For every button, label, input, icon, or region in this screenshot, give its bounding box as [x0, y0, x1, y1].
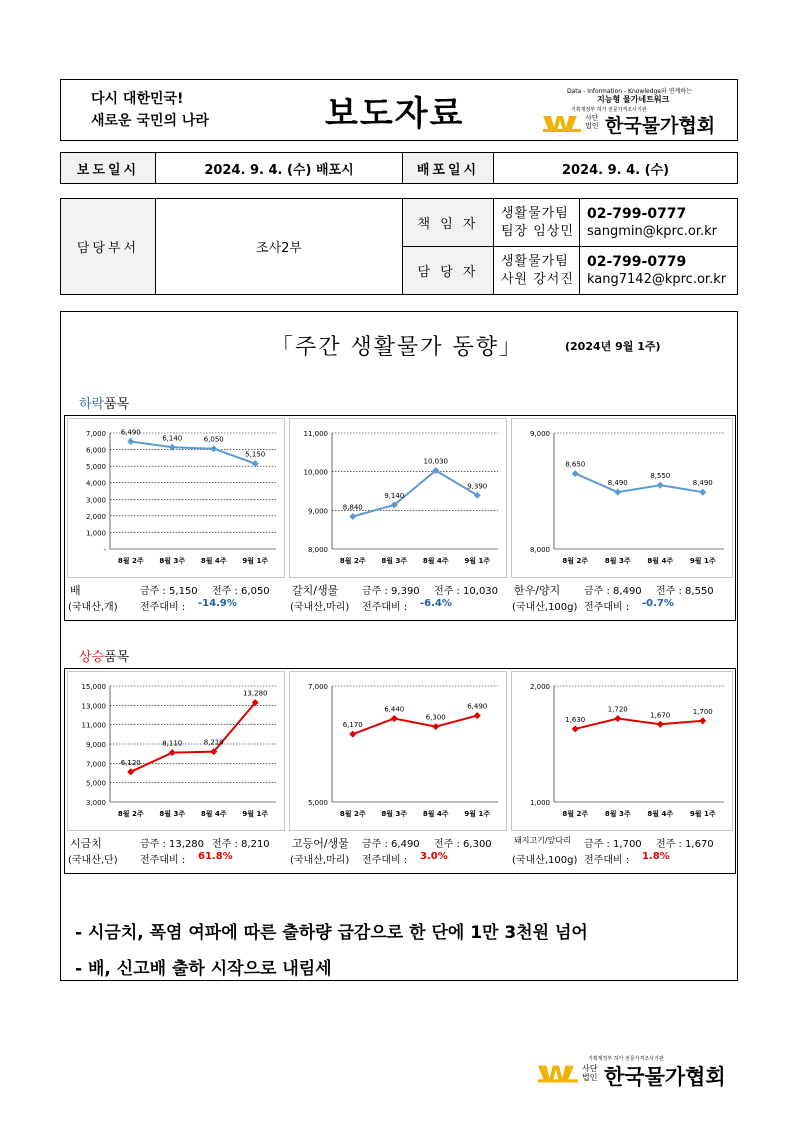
item-name: 한우/양지 — [514, 584, 561, 597]
chart-panel-2 — [511, 418, 733, 578]
y-tick-label: 5,000 — [307, 799, 328, 807]
x-tick-label: 9월 1주 — [464, 557, 491, 565]
chart-info-2 — [514, 580, 732, 616]
x-tick-label: 8월 4주 — [422, 810, 449, 818]
chart-panel-1 — [289, 418, 507, 578]
data-label: 9,140 — [384, 491, 405, 500]
change-percent: 61.8% — [198, 851, 233, 862]
data-point — [614, 489, 621, 496]
org-small-label: 기획재정부 허가 전문가격조사기관 — [571, 107, 647, 113]
dept-label: 담당부서 — [61, 199, 155, 294]
manager-phone: 02-799-0777 — [587, 206, 687, 222]
falling-heading — [79, 393, 129, 412]
data-label: 6,050 — [203, 435, 224, 444]
rising-heading-rest: 품목 — [104, 650, 130, 665]
chart-info-1 — [292, 580, 506, 616]
chart-panel-4 — [289, 671, 507, 831]
summary-line-2: - 배, 신고배 출하 시작으로 내림세 — [75, 959, 332, 979]
x-tick-label: 9월 1주 — [689, 810, 716, 818]
footer-org-small: 기획재정부 허가 전문가격조사기관 — [588, 1056, 664, 1062]
staff-name: 사원 강서진 — [501, 272, 574, 287]
item-origin: (국내산,마리) — [290, 602, 350, 613]
data-point — [699, 489, 706, 496]
report-box — [60, 311, 738, 981]
change-label: 전주대비 : — [584, 855, 630, 866]
data-label: 6,170 — [342, 721, 363, 730]
distribution-value: 2024. 9. 4. (수) — [561, 162, 670, 178]
role-manager: 책 임 자 — [403, 199, 493, 246]
item-name: 돼지고기/앞다리 — [514, 836, 571, 845]
footer-org-prefix-top: 사단 — [582, 1064, 598, 1073]
data-point — [657, 721, 664, 728]
change-percent: 1.8% — [642, 851, 670, 862]
data-label: 5,150 — [245, 450, 266, 459]
data-label: 10,030 — [423, 457, 448, 466]
current-price: 금주 : 5,150 — [140, 586, 198, 597]
data-label: 8,210 — [203, 738, 224, 747]
y-tick-label: 3,000 — [85, 799, 106, 807]
slogan-line2: 새로운 국민의 나라 — [91, 113, 209, 129]
x-tick-label: 8월 4주 — [647, 557, 674, 565]
x-tick-label: 8월 3주 — [159, 557, 186, 565]
release-table — [60, 152, 738, 184]
rising-heading — [79, 646, 129, 665]
data-label: 13,280 — [243, 689, 268, 698]
network-label: 지능형 물가네트워크 — [597, 95, 670, 104]
slogan-line1: 다시 대한민국! — [91, 91, 184, 107]
previous-price: 전주 : 1,670 — [656, 839, 714, 850]
previous-price: 전주 : 8,550 — [656, 586, 714, 597]
org-name: 한국물가협회 — [605, 115, 716, 137]
previous-price: 전주 : 6,300 — [434, 839, 492, 850]
data-point — [169, 444, 176, 451]
manager-info — [501, 205, 574, 241]
chart-info-5 — [514, 833, 732, 869]
change-percent: -6.4% — [420, 598, 452, 609]
rising-heading-colored: 상승 — [79, 650, 105, 665]
previous-price: 전주 : 10,030 — [434, 586, 499, 597]
x-tick-label: 8월 4주 — [200, 557, 227, 565]
y-tick-label: 4,000 — [85, 479, 106, 488]
y-tick-label: 13,000 — [81, 702, 106, 711]
y-tick-label: 9,000 — [307, 507, 328, 516]
data-label: 8,490 — [692, 479, 713, 488]
manager-contact — [587, 205, 717, 241]
x-tick-label: 8월 4주 — [200, 810, 227, 818]
data-label: 6,490 — [467, 702, 488, 711]
series-line — [575, 718, 703, 728]
current-price: 금주 : 1,700 — [584, 839, 642, 850]
data-point — [699, 717, 706, 724]
change-label: 전주대비 : — [362, 602, 408, 613]
series-line — [353, 471, 478, 517]
staff-phone: 02-799-0779 — [587, 254, 687, 270]
x-tick-label: 8월 2주 — [339, 810, 366, 818]
x-tick-label: 8월 4주 — [422, 557, 449, 565]
y-tick-label: 7,000 — [85, 760, 106, 769]
x-tick-label: 8월 3주 — [159, 810, 186, 818]
chart-info-4 — [292, 833, 506, 869]
y-tick-label: 9,000 — [529, 430, 550, 438]
report-title: 「주간 생활물가 동향」 — [271, 335, 524, 360]
data-label: 9,390 — [467, 482, 488, 491]
chart-info-0 — [70, 580, 284, 616]
change-percent: 3.0% — [420, 851, 448, 862]
data-label: 8,110 — [162, 739, 183, 748]
x-tick-label: 8월 2주 — [562, 557, 589, 565]
item-origin: (국내산,개) — [68, 602, 118, 613]
x-tick-label: 9월 1주 — [464, 810, 491, 818]
item-origin: (국내산,마리) — [290, 855, 350, 866]
x-tick-label: 8월 4주 — [647, 810, 674, 818]
x-tick-label: 8월 2주 — [339, 557, 366, 565]
staff-info — [501, 253, 574, 289]
y-tick-label: 15,000 — [81, 683, 106, 691]
change-label: 전주대비 : — [362, 855, 408, 866]
footer-org-name: 한국물가협회 — [604, 1065, 726, 1089]
data-point — [349, 731, 356, 738]
data-point — [210, 445, 217, 452]
tagline: Data - Information - Knowledge와 연계하는 — [567, 88, 692, 95]
x-tick-label: 8월 3주 — [604, 810, 631, 818]
x-tick-label: 9월 1주 — [689, 557, 716, 565]
item-origin: (국내산,100g) — [512, 855, 578, 866]
previous-price: 전주 : 8,210 — [212, 839, 270, 850]
release-label: 보도일시 — [61, 153, 155, 183]
slogan — [91, 88, 209, 132]
y-tick-label: 10,000 — [303, 468, 328, 477]
x-tick-label: 8월 3주 — [381, 557, 408, 565]
x-tick-label: 8월 2주 — [117, 810, 144, 818]
report-week: (2024년 9월 1주) — [565, 340, 661, 353]
role-staff: 담 당 자 — [403, 247, 493, 294]
data-point — [127, 768, 134, 775]
page-title: 보도자료 — [325, 94, 465, 134]
y-tick-label: 1,000 — [85, 529, 106, 538]
y-tick-label: 2,000 — [85, 512, 106, 521]
data-label: 6,120 — [120, 758, 141, 767]
y-tick-label: 7,000 — [307, 683, 328, 691]
previous-price: 전주 : 6,050 — [212, 586, 270, 597]
item-name: 배 — [70, 584, 81, 597]
falling-heading-colored: 하락 — [79, 397, 105, 412]
data-point — [391, 715, 398, 722]
staff-email[interactable]: kang7142@kprc.or.kr — [587, 272, 727, 287]
org-prefix-top: 사단 — [585, 114, 599, 122]
x-tick-label: 8월 2주 — [117, 557, 144, 565]
data-point — [432, 723, 439, 730]
line-chart-5 — [512, 672, 734, 832]
data-point — [572, 470, 579, 477]
current-price: 금주 : 9,390 — [362, 586, 420, 597]
x-tick-label: 8월 3주 — [381, 810, 408, 818]
manager-team: 생활물가팀 — [501, 206, 569, 221]
line-chart-4 — [290, 672, 508, 832]
change-label: 전주대비 : — [140, 602, 186, 613]
org-logo-icon — [543, 114, 581, 132]
change-percent: -0.7% — [642, 598, 674, 609]
y-tick-label: 3,000 — [85, 496, 106, 505]
series-line — [575, 474, 703, 493]
data-label: 6,140 — [162, 434, 183, 443]
series-line — [353, 713, 478, 735]
manager-name: 팀장 임상민 — [501, 224, 574, 239]
data-label: 1,630 — [565, 715, 586, 724]
footer-org-prefix — [582, 1064, 597, 1082]
data-point — [657, 482, 664, 489]
item-origin: (국내산,100g) — [512, 602, 578, 613]
release-value: 2024. 9. 4. (수) 배포시 — [204, 162, 354, 178]
chart-info-3 — [70, 833, 284, 869]
chart-panel-5 — [511, 671, 733, 831]
series-line — [131, 703, 256, 772]
footer-org-prefix-bottom: 법인 — [582, 1073, 598, 1082]
x-tick-label: 8월 2주 — [562, 810, 589, 818]
series-line — [131, 441, 256, 463]
y-tick-label: 8,000 — [529, 546, 550, 554]
item-name: 시금치 — [70, 837, 102, 850]
y-tick-label: 9,000 — [85, 741, 106, 749]
data-label: 6,300 — [425, 713, 446, 722]
org-prefix-bottom: 법인 — [585, 122, 599, 130]
falling-heading-rest: 품목 — [104, 397, 130, 412]
contact-table — [60, 198, 738, 295]
line-chart-2 — [512, 419, 734, 579]
line-chart-3 — [68, 672, 286, 832]
staff-contact — [587, 253, 726, 289]
data-label: 1,700 — [692, 707, 713, 716]
line-chart-1 — [290, 419, 508, 579]
data-label: 1,720 — [607, 705, 628, 714]
data-point — [127, 438, 134, 445]
header-box — [60, 79, 738, 141]
line-chart-0 — [68, 419, 286, 579]
y-tick-label: 11,000 — [303, 430, 328, 438]
staff-team: 생활물가팀 — [501, 254, 569, 269]
item-name: 갈치/생물 — [292, 584, 339, 597]
data-point — [614, 715, 621, 722]
x-tick-label: 9월 1주 — [242, 810, 269, 818]
org-prefix — [585, 114, 599, 130]
current-price: 금주 : 8,490 — [584, 586, 642, 597]
item-origin: (국내산,단) — [68, 855, 118, 866]
distribution-label: 배포일시 — [403, 153, 493, 183]
item-name: 고등어/생물 — [292, 837, 349, 850]
data-label: 8,490 — [607, 479, 628, 488]
data-point — [349, 513, 356, 520]
change-percent: -14.9% — [198, 598, 237, 609]
data-label: 6,490 — [120, 428, 141, 437]
data-label: 8,840 — [342, 503, 363, 512]
change-label: 전주대비 : — [140, 855, 186, 866]
y-tick-label: 11,000 — [81, 721, 106, 730]
current-price: 금주 : 13,280 — [140, 839, 205, 850]
current-price: 금주 : 6,490 — [362, 839, 420, 850]
y-tick-label: 1,000 — [529, 799, 550, 807]
manager-email[interactable]: sangmin@kprc.or.kr — [587, 224, 717, 239]
y-tick-label: 6,000 — [85, 446, 106, 455]
data-label: 1,670 — [650, 711, 671, 720]
dept-value: 조사2부 — [256, 241, 302, 256]
change-label: 전주대비 : — [584, 602, 630, 613]
data-point — [572, 725, 579, 732]
data-label: 8,650 — [565, 460, 586, 469]
y-tick-label: - — [103, 546, 106, 554]
data-label: 6,440 — [384, 705, 405, 714]
y-tick-label: 7,000 — [85, 430, 106, 438]
y-tick-label: 5,000 — [85, 463, 106, 472]
chart-panel-3 — [67, 671, 285, 831]
x-tick-label: 9월 1주 — [242, 557, 269, 565]
data-point — [474, 712, 481, 719]
data-label: 8,550 — [650, 472, 671, 481]
footer-logo-icon — [538, 1063, 578, 1083]
footer-logo — [538, 1055, 738, 1089]
data-point — [169, 749, 176, 756]
x-tick-label: 8월 3주 — [604, 557, 631, 565]
y-tick-label: 8,000 — [307, 546, 328, 554]
chart-panel-0 — [67, 418, 285, 578]
summary-line-1: - 시금치, 폭염 여파에 따른 출하량 급감으로 한 단에 1만 3천원 넘어 — [75, 923, 588, 943]
y-tick-label: 5,000 — [85, 779, 106, 788]
y-tick-label: 2,000 — [529, 683, 550, 691]
